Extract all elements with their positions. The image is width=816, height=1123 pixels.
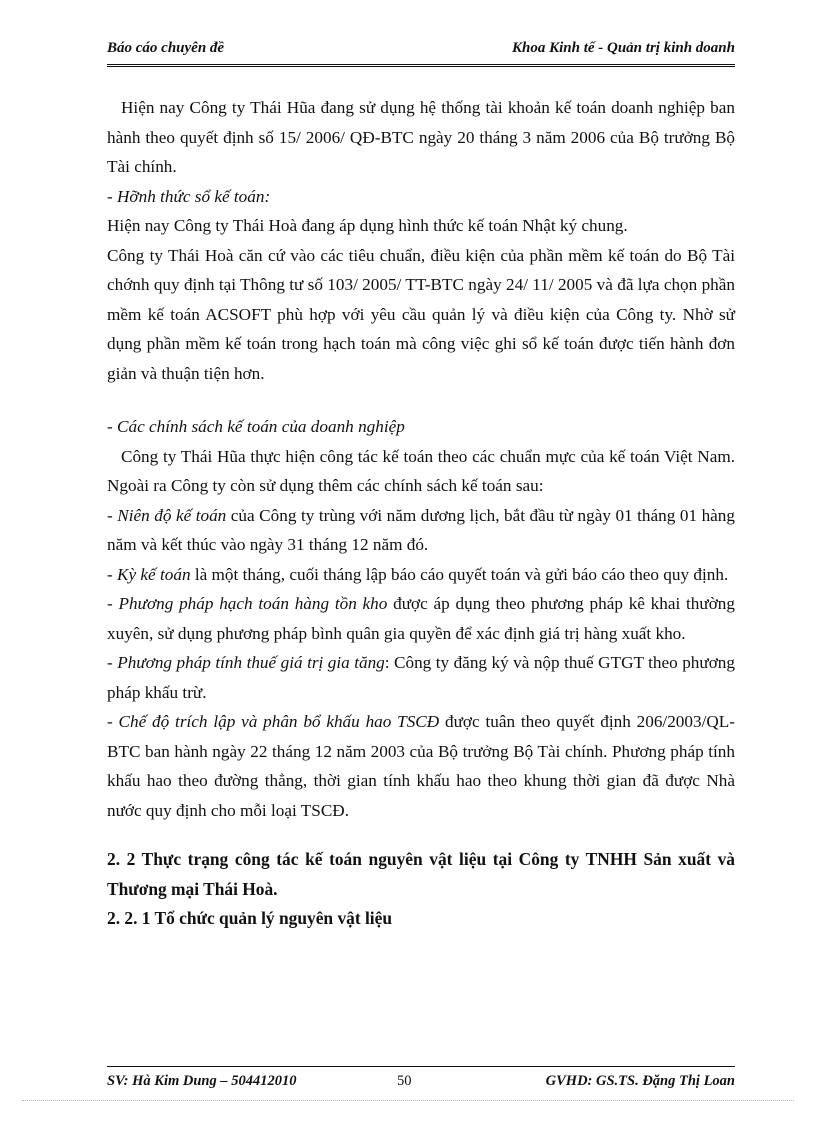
paragraph-bookkeeping-form-heading xyxy=(107,182,735,212)
paragraph-inventory-method: - Phương pháp hạch toán hàng tồn kho được áp dụng theo phương pháp kê khai thường xuyên, sử dụng phương pháp bình quân gia quyền để xác định giá trị hàng xuất kho. xyxy=(107,594,735,643)
fiscal-year-term: Niên độ kế toán xyxy=(117,505,227,525)
section-heading-2-2-1: 2. 2. 1 Tổ chức quản lý nguyên vật liệu xyxy=(107,908,393,928)
policies-label: - Các chính sách kế toán của doanh nghiệp xyxy=(107,417,405,436)
accounting-period-term: Kỳ kế toán xyxy=(117,564,191,584)
paragraph-vat-method: - Phương pháp tính thuế giá trị gia tăng: Công ty đăng ký và nộp thuế GTGT theo phương pháp khấu trừ. xyxy=(107,653,735,702)
header-faculty: Khoa Kinh tế - Quản trị kinh doanh xyxy=(511,40,735,56)
bookkeeping-form-label: - Hỡnh thức sổ kế toán: xyxy=(107,186,271,206)
paragraph-policies-heading xyxy=(107,412,735,442)
footer-supervisor: GVHD: GS.TS. Đặng Thị Loan xyxy=(545,1073,735,1089)
paragraph-fiscal-year: - Niên độ kế toán của Công ty trùng với năm dương lịch, bắt đầu từ ngày 01 tháng 01 hàng năm và kết thúc vào ngày 31 tháng 12 năm đó. xyxy=(107,505,735,554)
paragraph-general-journal: Hiện nay Công ty Thái Hoà đang áp dụng hình thức kế toán Nhật ký chung. xyxy=(107,216,628,235)
page-bottom-border xyxy=(22,1100,794,1101)
document-body xyxy=(107,93,735,934)
page-header xyxy=(107,40,735,67)
page-footer xyxy=(107,1066,735,1091)
vat-method-term: Phương pháp tính thuế giá trị gia tăng xyxy=(117,653,385,672)
page-number: 50 xyxy=(397,1073,412,1089)
paragraph-accounting-period: - Kỳ kế toán là một tháng, cuối tháng lập báo cáo quyết toán và gửi báo cáo theo quy định. xyxy=(107,564,729,584)
depreciation-term: Chế độ trích lập và phân bổ khấu hao TSCĐ xyxy=(118,712,440,731)
paragraph-account-system: Hiện nay Công ty Thái Hũa đang sử dụng hệ thống tài khoản kế toán doanh nghiệp ban hành theo quyết định số 15/ 2006/ QĐ-BTC ngày 20 tháng 3 năm 2006 của Bộ trưởng Bộ Tài chính. xyxy=(107,98,735,176)
paragraph-standards: Công ty Thái Hũa thực hiện công tác kế toán theo các chuẩn mực của kế toán Việt Nam. Ngoài ra Công ty còn sử dụng thêm các chính sách kế toán sau: xyxy=(107,446,735,495)
header-report-title: Báo cáo chuyên đề xyxy=(107,40,225,56)
paragraph-software: Công ty Thái Hoà căn cứ vào các tiêu chuẩn, điều kiện của phần mềm kế toán do Bộ Tài chớnh quy định tại Thông tư số 103/ 2005/ TT-BTC ngày 24/ 11/ 2005 và đã lựa chọn phần mềm kế toán ACSOFT phù hợp với yêu cầu quản lý và điều kiện của Công ty. Nhờ sử dụng phần mềm kế toán trong hạch toán mà công việc ghi sổ kế toán được tiến hành đơn giản và thuận tiện hơn. xyxy=(107,245,735,383)
inventory-method-term: Phương pháp hạch toán hàng tồn kho xyxy=(118,594,388,613)
section-heading-2-2: 2. 2 Thực trạng công tác kế toán nguyên vật liệu tại Công ty TNHH Sản xuất và Thương mại Thái Hoà. xyxy=(107,849,735,899)
paragraph-depreciation: - Chế độ trích lập và phân bổ khấu hao TSCĐ được tuân theo quyết định 206/2003/QL- BTC ban hành ngày 22 tháng 12 năm 2003 của Bộ trưởng Bộ Tài chính. Phương pháp tính khấu hao theo đường thẳng, thời gian tính khấu hao theo khung thời gian đã được Nhà nước quy định cho mỗi loại TSCĐ. xyxy=(107,712,735,820)
footer-student: SV: Hà Kim Dung – 504412010 xyxy=(107,1073,297,1089)
